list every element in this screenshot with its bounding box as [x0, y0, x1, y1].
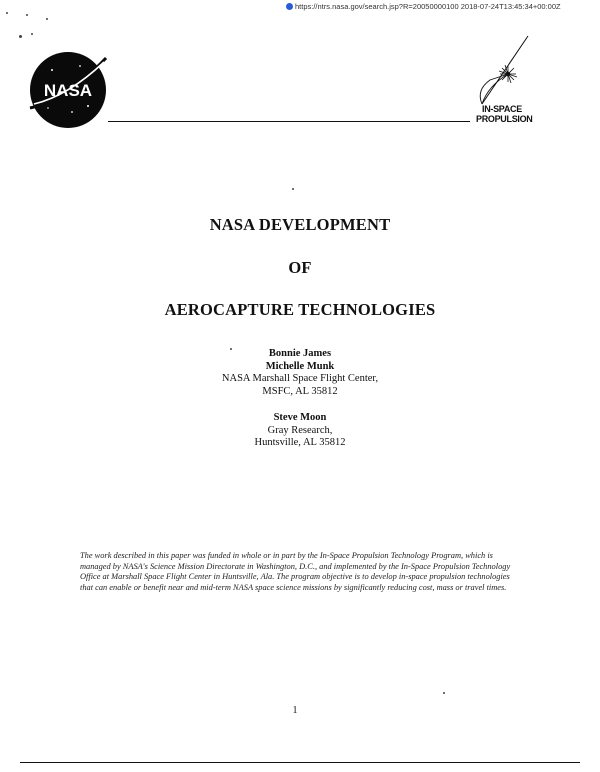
scan-speck — [6, 12, 8, 14]
archive-url-text: https://ntrs.nasa.gov/search.jsp?R=20050000100 2018-07-24T13:45:34+00:00Z — [295, 2, 561, 11]
nasa-logo — [26, 48, 110, 132]
header-rule — [108, 121, 470, 122]
footer-rule — [20, 762, 580, 763]
author-block-msfc — [0, 348, 600, 398]
author-block-gray-research — [0, 412, 600, 450]
author-affiliation: Gray Research, — [267, 424, 333, 436]
page-number: 1 — [292, 705, 298, 716]
archive-url-stamp — [286, 2, 561, 11]
scan-speck — [19, 35, 22, 38]
ntrs-icon — [286, 3, 293, 10]
author-name: Steve Moon — [273, 412, 327, 423]
scan-speck — [31, 33, 33, 35]
scan-speck — [292, 188, 294, 190]
nasa-logo-text: NASA — [43, 81, 93, 100]
author-address: Huntsville, AL 35812 — [254, 437, 346, 448]
author-name: Bonnie James — [268, 348, 332, 359]
logo-text-in-space: IN-SPACE — [482, 104, 522, 114]
scan-speck — [443, 692, 445, 694]
scan-speck — [46, 18, 48, 20]
author-name: Michelle Munk — [265, 360, 335, 372]
logo-text-propulsion: PROPULSION — [476, 114, 533, 124]
in-space-propulsion-logo — [468, 34, 554, 124]
scan-speck — [26, 14, 28, 16]
author-address: MSFC, AL 35812 — [262, 385, 338, 397]
funding-note: The work described in this paper was funded in whole or in part by the In-Space Propulsion Technology Program, which is managed by NASA's Science Mission Directorate in Washington, D.C., and implemented by the In-Space Propulsion Technology Office at Marshall Space Flight Center in Huntsville, Ala. The program objective is to develop in-space propulsion technologies that can enable or benefit near and mid-term NASA space science missions by significantly reducing cost, mass or travel times. — [80, 551, 511, 592]
title-line-2: OF — [288, 258, 312, 277]
author-affiliation: NASA Marshall Space Flight Center, — [221, 373, 379, 384]
title-line-3: AEROCAPTURE TECHNOLOGIES — [164, 300, 436, 319]
title-line-1: NASA DEVELOPMENT — [209, 215, 391, 234]
